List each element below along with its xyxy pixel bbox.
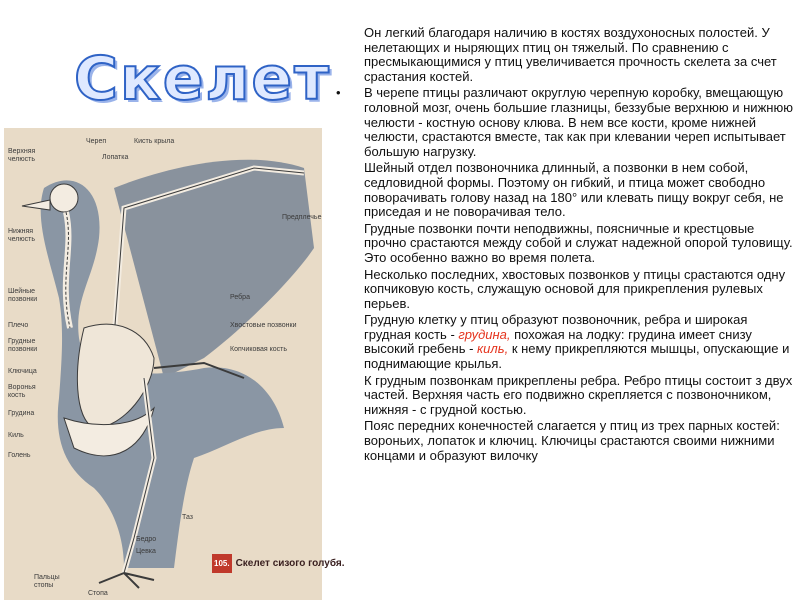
beak-bone (22, 200, 50, 210)
label-upper-jaw: Верхняя челюсть (8, 148, 36, 163)
paragraph-7: К грудным позвонкам прикреплены ребра. Ребро птицы состоит з двух частей. Верхняя часть его подвижно скрепляется с позвоночником, нижняя - с грудной костью. (364, 372, 793, 417)
figure-caption-text: Скелет сизого голубя. (235, 558, 345, 569)
label-toes: Пальцы стопы (34, 574, 60, 589)
paragraph-6-part-c: к нему прикрепляются мышцы, опускающие и поднимающие крылья. (364, 341, 790, 372)
paragraph-6 (364, 313, 794, 371)
paragraph-4: Грудные позвонки почти неподвижны, поясничные и крестцовые прочно срастаются между собой и служат надежной опорой туловищу. Это особенно важно во время полета. (364, 220, 793, 265)
label-femur: Бедро (136, 536, 157, 543)
label-tibia: Голень (8, 452, 31, 459)
label-sternum: Грудина (8, 410, 35, 417)
skeleton-figure (4, 128, 322, 600)
figure-number: 105. (212, 554, 232, 573)
paragraph-6-part-b: похожая на лодку: грудина имеет снизу высокий гребень - (364, 326, 752, 357)
paragraph-1: Он легкий благодаря наличию в костях воздухоносных полостей. У нелетающих и ныряющих птиц он тяжелый. По сравнению с пресмыкающимися у птиц увеличивается прочность скелета за счет срастания костей. (364, 25, 777, 84)
label-forearm: Предплечье (282, 214, 322, 221)
label-skull: Череп (86, 138, 107, 145)
label-pygostyle: Копчиковая кость (230, 346, 288, 353)
label-lower-jaw: Нижняя челюсть (8, 228, 35, 243)
label-clavicle: Ключица (8, 368, 37, 375)
label-pelvis: Таз (182, 514, 193, 521)
pigeon-skeleton-illustration (4, 128, 322, 600)
label-tail-vertebrae: Хвостовые позвонки (230, 322, 297, 329)
slide-title: Скелет (74, 44, 331, 114)
bullet-marker: • (336, 85, 341, 101)
label-keel: Киль (8, 432, 24, 439)
figure-caption (212, 554, 344, 573)
label-foot: Стопа (88, 590, 108, 597)
bullet-row (334, 86, 794, 159)
body-text (334, 26, 794, 465)
label-thoracic-vertebrae: Грудные позвонки (8, 338, 38, 353)
label-shoulder: Плечо (8, 322, 29, 329)
paragraph-5: Несколько последних, хвостовых позвонков у птицы срастаются одну копчиковую кость, служащую основой для прикрепления рулевых перьев. (364, 266, 786, 311)
paragraph-3: Шейный отдел позвоночника длинный, а позвонки в нем собой, седловидной формы. Поэтому он гибкий, и птица может свободно поворачивать голову назад на 180° или клевать пищу вокруг себя, не приседая и не поворачивая тело. (364, 160, 784, 220)
paragraph-2: В черепе птицы различают округлую черепную коробку, вмещающую головной мозг, очень большие глазницы, беззубые верхнюю и нижнюю челюсти - костную основу клюва. В нем все кости, кроме нижней челюсти, срастаются вместе, так как при клевании череп испытывает большую нагрузку. (364, 85, 793, 159)
term-keel: киль, (477, 341, 509, 357)
label-wing-hand: Кисть крыла (134, 138, 175, 145)
toe-bones (99, 573, 154, 588)
skull-bone (50, 184, 78, 212)
label-neck-vertebrae: Шейные позвонки (8, 288, 38, 303)
label-coracoid: Воронья кость (8, 384, 36, 399)
label-tarsus: Цевка (136, 548, 156, 555)
paragraph-8: Пояс передних конечностей слагается у птиц из трех парных костей: вороньих, лопаток и ключиц. Ключицы срастаются своими нижними концами и образуют вилочку (364, 418, 780, 463)
label-scapula: Лопатка (102, 154, 129, 161)
label-ribs: Ребра (230, 294, 250, 301)
paragraph-6-part-a: Грудную клетку у птиц образуют позвоночник, ребра и широкая грудная кость - (364, 312, 748, 342)
term-sternum: грудина, (458, 326, 511, 342)
